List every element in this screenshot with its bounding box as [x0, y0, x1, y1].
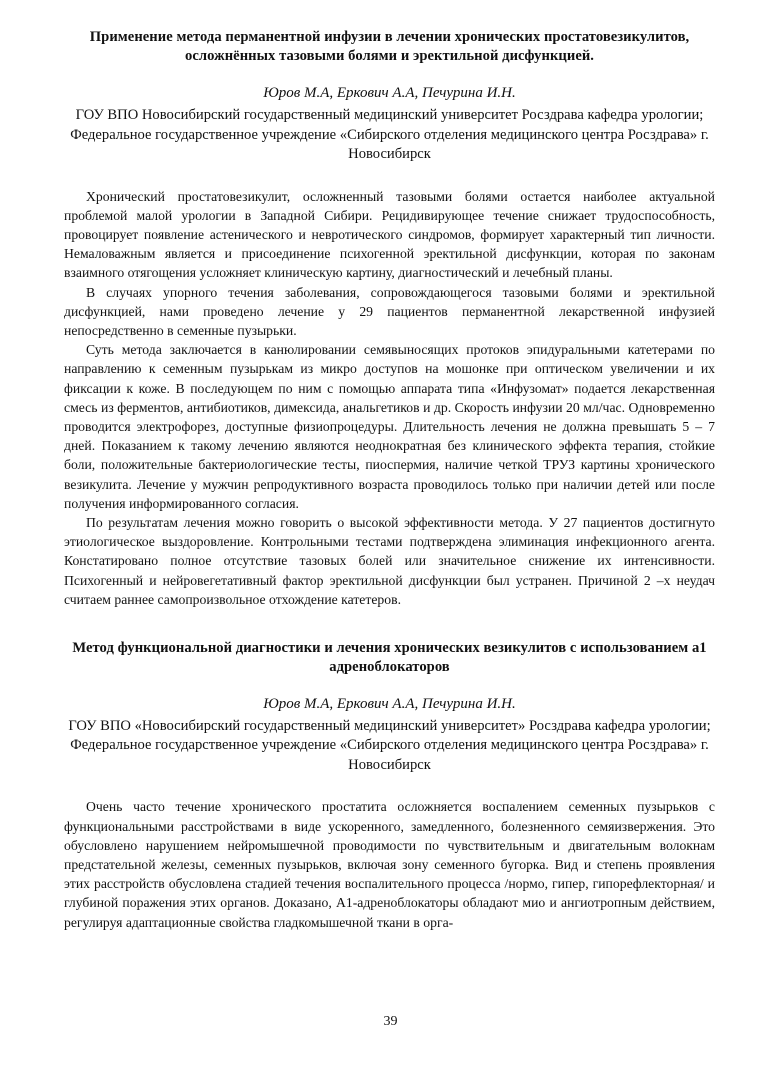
article-1-authors: Юров М.А, Еркович А.А, Печурина И.Н.: [263, 85, 516, 101]
article-1-affiliation: ГОУ ВПО Новосибирский государственный медицинский университет Росздрава кафедра урологии; Федеральное государственное учреждение «Сибирского отделения медицинского центра Росздрава» г. Новосибирск: [70, 107, 709, 162]
article-2-title: Метод функциональной диагностики и лечения хронических везикулитов с использованием а1 адреноблокаторов: [72, 639, 707, 675]
article-1-body: [64, 187, 715, 609]
article-2-body: [64, 797, 715, 931]
article-2-paragraph: Очень часто течение хронического простатита осложняется воспалением семенных пузырьков с функциональными расстройствами в виде ускоренного, замедленного, болезненного семяизвержения. Это обусловлено нарушением нейромышечной проводимости по чувствительным и двигательным волокнам предстательной железы, семенных пузырьков, включая зону семенного бугорка. Вид и степень проявления этих расстройств обусловлена стадией течения воспалительного процесса /нормо, гипер, гипорефлекторная/ и глубиной поражения этих органов. Доказано, А1-адреноблокаторы обладают мио и ангиотропным действием, регулируя адаптационные свойства гладкомышечной ткани в орга-: [64, 799, 715, 930]
article-2-affiliation: ГОУ ВПО «Новосибирский государственный медицинский университет» Росздрава кафедра урологии; Федеральное государственное учреждение «Сибирского отделения медицинского центра Росздрава» г. Новосибирск: [68, 717, 711, 773]
article-1-paragraph: По результатам лечения можно говорить о высокой эффективности метода. У 27 пациентов достигнуто этиологическое выздоровление. Контрольными тестами подтверждена элиминация инфекционного агента. Констатировано полное отсутствие тазовых болей или значительное снижение их интенсивности. Психогенный и нейровегетативный фактор эректильной дисфункции был устранен. Причиной 2 –х неудач считаем раннее самопроизвольное отхождение катетеров.: [64, 514, 715, 607]
article-2: [64, 639, 715, 932]
article-1-paragraph: В случаях упорного течения заболевания, сопровождающегося тазовыми болями и эректильной дисфункцией, нами проведено лечение у 29 пациентов перманентной лекарственной инфузией непосредственно в семенные пузырьки.: [64, 284, 715, 338]
article-1-paragraph: Хронический простатовезикулит, осложненный тазовыми болями остается наиболее актуальной проблемой малой урологии в Западной Сибири. Рецидивирующее течение снижает трудоспособность, провоцирует появление астенического и невротического синдромов, формирует характерный тип личности. Немаловажным является и присоединение психогенной эректильной дисфункции, которая по законам взаимного отягощения усложняет клиническую картину, диагностический и лечебный планы.: [64, 188, 715, 281]
page-number: 39: [383, 1014, 398, 1029]
article-1-paragraph: Суть метода заключается в канюлировании семявыносящих протоков эпидуральными катетерами по направлению к семенным пузырькам из микро доступов на мошонке при оптическом увеличении и их фиксации к коже. В последующем по ним с помощью аппарата типа «Инфузомат» подается лекарственная смесь из ферментов, антибиотиков, димексида, анальгетиков и др. Скорость инфузии 20 мл/час. Одновременно проводится электрофорез, доступные физиопроцедуры. Длительность лечения не должна превышать 5 – 7 дней. Показанием к такому лечению являются неоднократная без клинического эффекта терапия, стойкие боли, положительные бактериологические тесты, пиоспермия, наличие четкой ТРУЗ картины хронического везикулита. Лечение у мужчин репродуктивного возраста проводилось только при наличии детей или после получения информированного согласия.: [64, 342, 715, 511]
article-1: [64, 28, 715, 609]
article-1-title: Применение метода перманентной инфузии в лечении хронических простатовезикулитов, осложнённых тазовыми болями и эректильной дисфункцией.: [89, 29, 690, 64]
article-2-authors: Юров М.А, Еркович А.А, Печурина И.Н.: [263, 695, 516, 712]
